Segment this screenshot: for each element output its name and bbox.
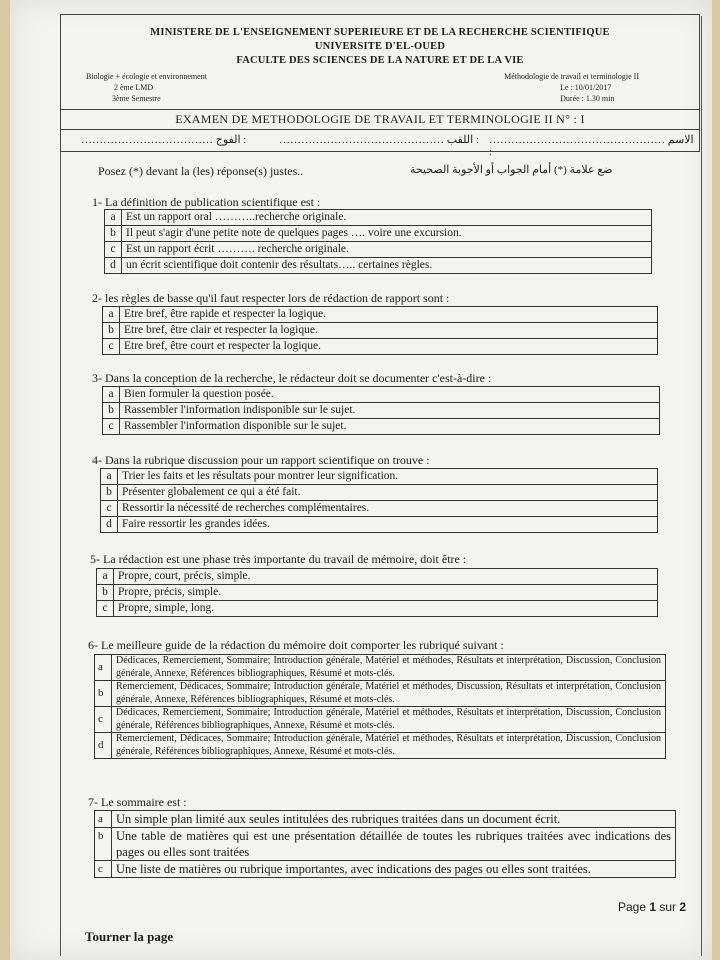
option-row[interactable] (105, 242, 652, 258)
page-number: Page 1 sur 2 (618, 900, 687, 914)
exam-date: Le : 10/01/2017 (560, 83, 612, 92)
options-table (102, 386, 660, 435)
option-row[interactable] (103, 339, 658, 355)
option-text: Faire ressortir les grandes idées. (118, 517, 658, 533)
semester: 3ème Semestre (112, 94, 161, 103)
option-text: Est un rapport oral ………..recherche originale. (122, 210, 652, 226)
option-text: Rassembler l'information indisponible sur le sujet. (120, 403, 660, 419)
option-row[interactable] (95, 828, 676, 861)
option-text: Trier les faits et les résultats pour montrer leur signification. (118, 469, 658, 485)
option-text: Remerciement, Dédicaces, Sommaire; Introduction générale, Matériel et méthodes, Discussion, Résultats et interprétation, Conclusion générale, Annexe, Références bibliographiques, Résumé et mots-clés. (112, 681, 666, 707)
question-3 (92, 371, 660, 435)
option-letter: b (105, 226, 122, 242)
option-letter: b (97, 585, 114, 601)
exam-title: EXAMEN DE METHODOLOGIE DE TRAVAIL ET TERMINOLOGIE II N° : I (60, 110, 700, 130)
field-of-study: Biologie + écologie et environnement (86, 72, 207, 81)
option-letter: a (97, 569, 114, 585)
option-letter: a (95, 655, 112, 681)
option-row[interactable] (101, 501, 658, 517)
option-letter: b (95, 828, 112, 861)
option-text: Dédicaces, Remerciement, Sommaire; Introduction générale, Matériel et méthodes, Résultats et interprétation, Discussion, Conclusion générale, Références bibliographiques, Annexe, Résumé et mots-clés. (112, 707, 666, 733)
surname-field-label: ……………………………………… اللقب : (279, 134, 479, 146)
faculty-line: FACULTE DES SCIENCES DE LA NATURE ET DE LA VIE (236, 55, 524, 66)
option-text: Dédicaces, Remerciement, Sommaire; Introduction générale, Matériel et méthodes, Résultats et interprétation, Discussion, Conclusion générale, Annexe, Références bibliographiques, Résumé et mots-clés. (112, 655, 666, 681)
option-letter: c (97, 601, 114, 617)
option-text: Etre bref, être clair et respecter la logique. (120, 323, 658, 339)
question-1 (92, 195, 652, 274)
option-letter: d (105, 258, 122, 274)
instructions-arabic: ضع علامة (*) أمام الجواب أو الأجوبة الصحيحة (410, 164, 613, 176)
option-text: Etre bref, être court et respecter la logique. (120, 339, 658, 355)
option-text: Une liste de matières ou rubrique importantes, avec indications des pages ou elles sont traitées. (112, 861, 676, 878)
option-text: Propre, court, précis, simple. (114, 569, 658, 585)
option-text: Rassembler l'information disponible sur le sujet. (120, 419, 660, 435)
question-title: 5- La rédaction est une phase très importante du travail de mémoire, doit être : (90, 552, 467, 566)
option-row[interactable] (95, 681, 666, 707)
option-letter: d (95, 733, 112, 759)
university-line: UNIVERSITE D'EL-OUED (314, 41, 446, 52)
option-text: Une table de matières qui est une présentation détaillée de toutes les rubriques traitées avec indications des pages ou elles sont traitées (112, 828, 676, 861)
option-letter: c (95, 707, 112, 733)
exam-duration: Durée : 1.30 min (560, 94, 615, 103)
option-text: Il peut s'agir d'une petite note de quelques pages …. voire une excursion. (122, 226, 652, 242)
exam-info (504, 71, 639, 104)
option-text: Présenter globalement ce qui a été fait. (118, 485, 658, 501)
option-letter: c (95, 861, 112, 878)
option-letter: a (95, 811, 112, 828)
option-text: Bien formuler la question posée. (120, 387, 660, 403)
instructions-french: Posez (*) devant la (les) réponse(s) justes.. (98, 164, 304, 178)
ministry-line: MINISTERE DE L'ENSEIGNEMENT SUPERIEURE ET DE LA RECHERCHE SCIENTIFIQUE (150, 27, 610, 38)
group-field-label: ……………………………… الفوج : (81, 134, 247, 146)
option-row[interactable] (97, 569, 658, 585)
option-letter: b (103, 403, 120, 419)
option-letter: b (103, 323, 120, 339)
option-text: Propre, précis, simple. (114, 585, 658, 601)
program-info (86, 71, 207, 104)
module-name: Méthodologie de travail et terminologie II (504, 72, 639, 81)
option-row[interactable] (95, 655, 666, 681)
options-table (96, 568, 658, 617)
option-letter: a (103, 387, 120, 403)
option-row[interactable] (103, 387, 660, 403)
option-text: Est un rapport écrit ………. recherche originale. (122, 242, 652, 258)
question-4 (92, 453, 658, 533)
option-letter: c (103, 339, 120, 355)
option-letter: a (105, 210, 122, 226)
option-row[interactable] (103, 307, 658, 323)
option-row[interactable] (103, 403, 660, 419)
option-letter: b (95, 681, 112, 707)
option-letter: c (101, 501, 118, 517)
option-letter: a (103, 307, 120, 323)
option-row[interactable] (105, 258, 652, 274)
question-5 (90, 552, 658, 617)
option-letter: a (101, 469, 118, 485)
question-title: 7- Le sommaire est : (88, 795, 187, 809)
question-title: 4- Dans la rubrique discussion pour un rapport scientifique on trouve : (92, 453, 430, 467)
question-title: 6- Le meilleure guide de la rédaction du mémoire doit comporter les rubriqué suivant : (88, 638, 504, 652)
option-row[interactable] (95, 811, 676, 828)
option-text: Propre, simple, long. (114, 601, 658, 617)
option-text: Ressortir la nécessité de recherches complémentaires. (118, 501, 658, 517)
option-row[interactable] (97, 585, 658, 601)
exam-header (60, 14, 700, 110)
options-table (102, 306, 658, 355)
question-7 (88, 795, 676, 878)
options-table (94, 654, 666, 759)
question-2 (92, 291, 658, 355)
option-letter: c (105, 242, 122, 258)
study-level: 2 ème LMD (114, 83, 154, 92)
student-id-row (60, 130, 700, 158)
option-row[interactable] (105, 210, 652, 226)
option-text: Remerciement, Dédicaces, Sommaire; Introduction générale, Matériel et méthodes, Résultats et interprétation, Discussion, Conclusion générale, Références bibliographiques, Annexe, Résumé et mots-clés. (112, 733, 666, 759)
option-row[interactable] (95, 733, 666, 759)
option-letter: b (101, 485, 118, 501)
option-row[interactable] (95, 861, 676, 878)
question-6 (88, 638, 666, 759)
options-table (104, 209, 652, 274)
option-text: Etre bref, être rapide et respecter la logique. (120, 307, 658, 323)
option-row[interactable] (105, 226, 652, 242)
option-letter: c (103, 419, 120, 435)
question-title: 1- La définition de publication scientifique est : (92, 195, 321, 209)
option-row[interactable] (97, 601, 658, 617)
option-row[interactable] (103, 323, 658, 339)
option-row[interactable] (101, 485, 658, 501)
question-title: 3- Dans la conception de la recherche, le rédacteur doit se documenter c'est-à-dire : (92, 371, 492, 385)
turn-page-note: Tourner la page (85, 929, 174, 944)
option-row[interactable] (95, 707, 666, 733)
option-row[interactable] (103, 419, 660, 435)
option-letter: d (101, 517, 118, 533)
options-table (100, 468, 658, 533)
option-row[interactable] (101, 517, 658, 533)
option-row[interactable] (101, 469, 658, 485)
option-text: Un simple plan limité aux seules intitulées des rubriques traitées dans un document écrit. (112, 811, 676, 828)
options-table (94, 810, 676, 878)
option-text: un écrit scientifique doit contenir des résultats….. certaines règles. (122, 258, 652, 274)
name-field-label: ………………………………………… الاسم : (489, 134, 694, 158)
question-title: 2- les règles de basse qu'il faut respecter lors de rédaction de rapport sont : (92, 291, 450, 305)
